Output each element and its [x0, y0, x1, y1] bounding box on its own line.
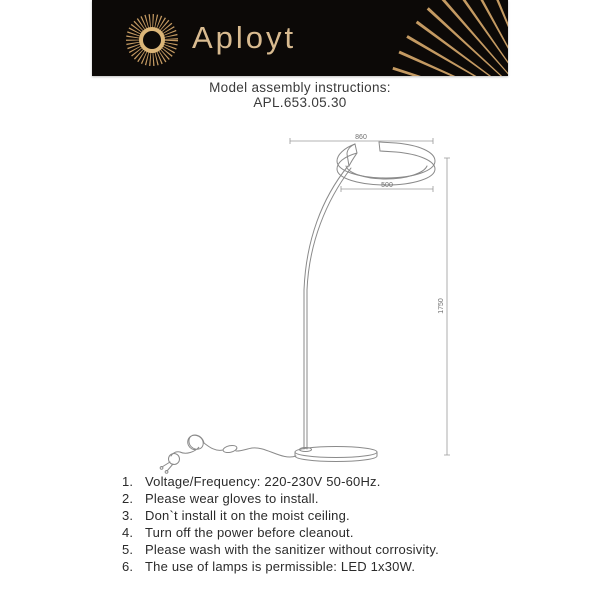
instructions-list	[122, 474, 542, 575]
power-cord-wire	[236, 448, 296, 457]
lamp-ring-right-cap	[379, 142, 380, 151]
instruction-item	[122, 491, 542, 508]
lamp-base-top	[295, 447, 377, 458]
instruction-number: 2.	[122, 490, 134, 506]
instruction-item	[122, 474, 542, 491]
instruction-text: Voltage/Frequency: 220-230V 50-60Hz.	[145, 474, 381, 489]
lamp-pole-right-edge	[307, 168, 351, 449]
instruction-item	[122, 542, 542, 559]
instruction-item	[122, 525, 542, 542]
dim-label-height: 1750	[438, 298, 445, 314]
instruction-item	[122, 559, 542, 576]
instruction-text: Don`t install it on the moist ceiling.	[145, 507, 350, 523]
cord-coil	[180, 435, 223, 453]
page-title: Model assembly instructions:	[209, 80, 391, 95]
instruction-number: 6.	[122, 558, 134, 574]
dim-label-overall-width: 860	[355, 134, 367, 141]
instruction-text: The use of lamps is permissible: LED 1x30W.	[145, 558, 416, 574]
instruction-text: Turn off the power before cleanout.	[145, 524, 354, 540]
instruction-text: Please wear gloves to install.	[145, 490, 319, 506]
instruction-number: 1.	[122, 474, 134, 489]
brand-wordmark: Aployt	[192, 20, 297, 55]
lamp-ring-inner-rim	[346, 166, 427, 179]
plug-body-icon	[169, 454, 180, 465]
model-number: APL.653.05.30	[253, 95, 347, 110]
lamp-ring-bottom-rim	[337, 151, 435, 185]
instruction-text: Please wash with the sanitizer without corrosivity.	[145, 541, 439, 557]
instruction-number: 4.	[122, 524, 134, 540]
lamp-base-side	[295, 452, 377, 462]
instruction-number: 5.	[122, 541, 134, 557]
dim-label-ring-diameter: 500	[381, 182, 393, 189]
inline-switch	[222, 444, 237, 453]
instruction-number: 3.	[122, 507, 134, 523]
instruction-item	[122, 508, 542, 525]
